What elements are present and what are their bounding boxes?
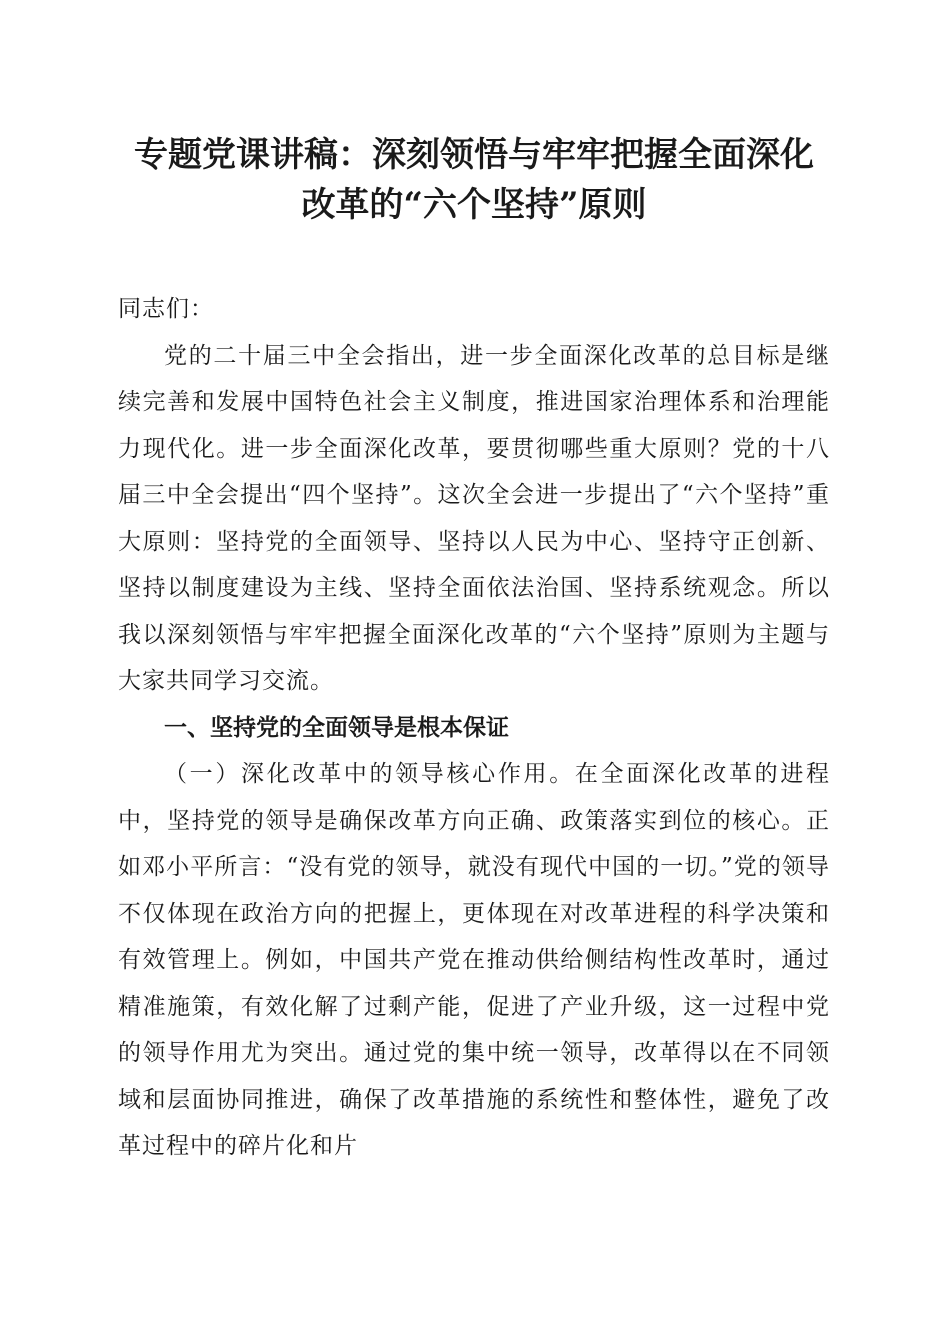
title-line-2: 改革的“六个坚持”原则 [301, 185, 647, 225]
salutation: 同志们： [118, 296, 214, 322]
intro-paragraph: 党的二十届三中全会指出，进一步全面深化改革的总目标是继续完善和发展中国特色社会主义制度，推进国家治理体系和治理能力现代化。进一步全面深化改革，要贯彻哪些重大原则？党的十八届三中全会提出“四个坚持”。这次全会进一步提出了“六个坚持”重大原则：坚持党的全面领导、坚持以人民为中心、坚持守正创新、坚持以制度建设为主线、坚持全面依法治国、坚持系统观念。所以我以深刻领悟与牢牢把握全面深化改革的“六个坚持”原则为主题与大家共同学习交流。 [118, 342, 830, 694]
document-title [118, 130, 830, 230]
section-heading-1: 一、坚持党的全面领导是根本保证 [164, 714, 509, 741]
document-body [118, 286, 830, 1170]
section-1-paragraph-1: （一）深化改革中的领导核心作用。在全面深化改革的进程中，坚持党的领导是确保改革方向正确、政策落实到位的核心。正如邓小平所言：“没有党的领导，就没有现代中国的一切。”党的领导不仅体现在政治方向的把握上，更体现在对改革进程的科学决策和有效管理上。例如，中国共产党在推动供给侧结构性改革时，通过精准施策，有效化解了过剩产能，促进了产业升级，这一过程中党的领导作用尤为突出。通过党的集中统一领导，改革得以在不同领域和层面协同推进，确保了改革措施的系统性和整体性，避免了改革过程中的碎片化和片 [118, 761, 830, 1159]
title-line-1: 专题党课讲稿：深刻领悟与牢牢把握全面深化 [134, 135, 814, 175]
document-page [118, 130, 830, 1170]
